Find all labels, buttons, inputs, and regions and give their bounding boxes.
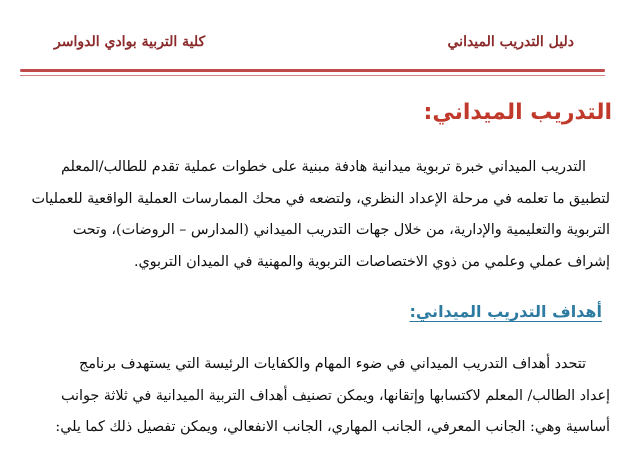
header-divider-thin (20, 75, 605, 76)
paragraph-line: تتحدد أهداف التدريب الميداني في ضوء المهام والكفايات الرئيسة التي يستهدف برنامج (79, 356, 586, 372)
goals-paragraph (15, 349, 610, 444)
paragraph-line: لتطبيق ما تعلمه في مرحلة الإعداد النظري، ولتضعه في محك الممارسات العملية الواقعية للعمليات (31, 190, 610, 207)
college-name-header: كلية التربية بوادي الدواسر (54, 34, 206, 50)
goals-heading: أهداف التدريب الميداني: (409, 302, 602, 321)
paragraph-line: إعداد الطالب/ المعلم لاكتسابها وإتقانها، ويمكن تصنيف أهداف التربية الميدانية في ثلاثة جوانب (60, 387, 610, 404)
paragraph-line: إشراف عملي وعلمي من ذوي الاختصاصات التربوية والمهنية في الميدان التربوي. (133, 253, 610, 270)
guide-title-header: دليل التدريب الميداني (447, 34, 574, 50)
intro-paragraph (15, 152, 610, 278)
section-title: التدريب الميداني: (423, 100, 612, 125)
paragraph-line: أساسية وهي: الجانب المعرفي، الجانب المهاري، الجانب الانفعالي، ويمكن تفصيل ذلك كما يلي: (55, 419, 610, 435)
header-divider (20, 69, 605, 72)
paragraph-line: التدريب الميداني خبرة تربوية ميدانية هادفة مبنية على خطوات عملية تقدم للطالب/المعلم (61, 159, 586, 175)
paragraph-line: التربوية والتعليمية والإدارية، من خلال جهات التدريب الميداني (المدارس – الروضات)، وتحت (72, 222, 610, 238)
